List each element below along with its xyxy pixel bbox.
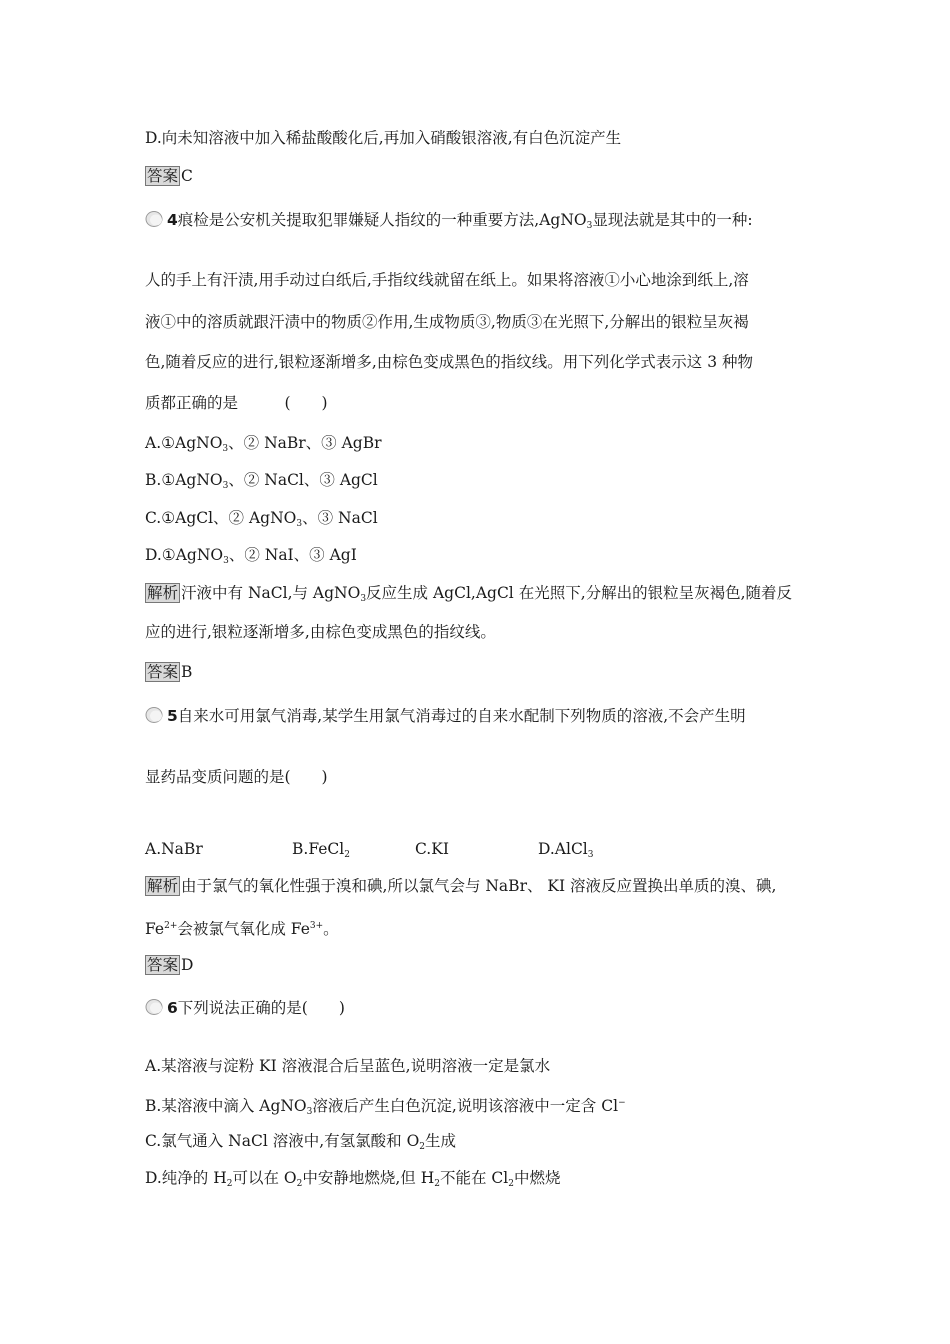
analysis-q4-line-1: 解析 汗液中有 NaCl,与 AgNO$_3$反应生成 AgCl,AgCl 在光照下,分解出的银粒呈灰褐色,随着反 [147,584,793,604]
question-4-line-5: 质都正确的是 ( ) [145,394,328,412]
option-d-q4: D.①AgNO$_3$、② NaI、③ AgI [145,546,357,566]
option-b-q4: B.①AgNO$_3$、② NaCl、③ AgCl [145,471,378,491]
options-q5: A.NaBr B.FeCl$_2$ C.KI D.AlCl$_3$ [145,840,594,860]
analysis-q5-line-2: $Fe^{2+}$会被氯气氧化成 $Fe^{3+}$。 [145,920,339,938]
answer-label: 答案 [147,167,179,185]
question-6-line-1: 6下列说法正确的是( ) [145,998,345,1018]
question-4-line-2: 人的手上有汗渍,用手动过白纸后,手指纹线就留在纸上。如果将溶液①小心地涂到纸上,溶 [145,271,749,289]
option-c-q6: C.氯气通入 NaCl 溶液中,有氢氯酸和 $O_2$生成 [145,1132,457,1152]
analysis-label: 解析 [147,877,179,895]
question-5-line-1: 5自来水可用氯气消毒,某学生用氯气消毒过的自来水配制下列物质的溶液,不会产生明 [145,706,746,726]
question-marker-icon [145,998,165,1016]
answer-label: 答案 [147,663,179,681]
question-5-line-2: 显药品变质问题的是( ) [145,768,328,786]
answer-q3: 答案 C [147,167,193,185]
answer-q4: 答案 B [147,663,193,681]
question-number: 6 [167,999,178,1017]
question-4-line-3: 液①中的溶质就跟汗渍中的物质②作用,生成物质③,物质③在光照下,分解出的银粒呈灰褐 [145,313,749,331]
question-4-line-4: 色,随着反应的进行,银粒逐渐增多,由棕色变成黑色的指纹线。用下列化学式表示这 3 种物 [145,353,753,371]
analysis-q4-line-2: 应的进行,银粒逐渐增多,由棕色变成黑色的指纹线。 [145,623,496,641]
option-d-q6: D.纯净的 $H_2$可以在 $O_2$中安静地燃烧,但 $H_2$不能在 $Cl_2$中燃烧 [145,1169,561,1189]
analysis-label: 解析 [147,584,179,602]
answer-q5: 答案 D [147,956,194,974]
option-a-q6: A.某溶液与淀粉 KI 溶液混合后呈蓝色,说明溶液一定是氯水 [145,1057,551,1075]
option-d-q3: D.向未知溶液中加入稀盐酸酸化后,再加入硝酸银溶液,有白色沉淀产生 [145,129,622,147]
option-c-q4: C.①AgCl、② AgNO$_3$、③ NaCl [145,509,378,529]
option-a-q4: A.①AgNO$_3$、② NaBr、③ AgBr [145,434,382,454]
question-4-line-1: 4痕检是公安机关提取犯罪嫌疑人指纹的一种重要方法,AgNO$_3$显现法就是其中的一种: [145,210,753,236]
question-marker-icon [145,706,165,724]
answer-label: 答案 [147,956,179,974]
option-b-q6: B.某溶液中滴入 AgNO$_3$溶液后产生白色沉淀,说明该溶液中一定含 Cl− [145,1097,626,1117]
analysis-q5-line-1: 解析 由于氯气的氧化性强于溴和碘,所以氯气会与 NaBr、 KI 溶液反应置换出单质的溴、碘, [147,877,777,895]
question-marker-icon [145,210,165,228]
question-number: 5 [167,707,178,725]
question-number: 4 [167,211,178,229]
